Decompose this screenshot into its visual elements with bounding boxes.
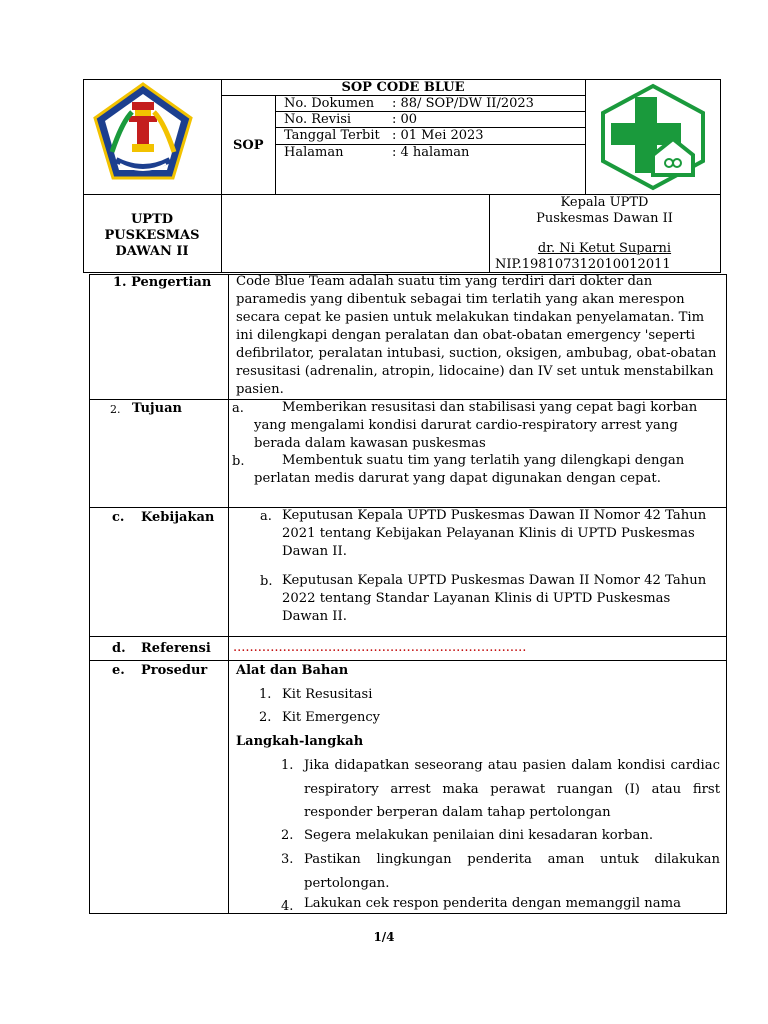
sop-title: SOP CODE BLUE: [341, 80, 465, 95]
page-count-label: Halaman: [284, 145, 344, 160]
doc-number-value: : 88/ SOP/DW II/2023: [392, 96, 534, 111]
langkah-item-4-marker: 4.: [281, 899, 294, 914]
kebijakan-label: Kebijakan: [141, 510, 215, 525]
langkah-item-2-marker: 2.: [281, 828, 294, 843]
head-title-1: Kepala UPTD: [560, 195, 649, 210]
head-name: dr. Ni Ketut Suparni: [537, 241, 672, 256]
doc-number-label: No. Dokumen: [284, 96, 375, 111]
prosedur-label: Prosedur: [141, 663, 208, 678]
tujuan-label: Tujuan: [132, 401, 182, 416]
tujuan-number: 2.: [110, 403, 121, 416]
page-number: 1/4: [373, 930, 395, 944]
org-name-line-3: DAWAN II: [115, 244, 189, 259]
org-name-line-1: UPTD: [130, 212, 174, 227]
langkah-item-3-marker: 3.: [281, 852, 294, 867]
prosedur-number: e.: [112, 663, 125, 678]
pengertian-label: 1. Pengertian: [113, 275, 212, 290]
revision-label: No. Revisi: [284, 112, 352, 127]
alat-heading: Alat dan Bahan: [236, 663, 349, 678]
issue-date-value: : 01 Mei 2023: [392, 128, 484, 143]
head-nip: NIP.198107312010012011: [495, 257, 671, 272]
langkah-item-1: Jika didapatkan seseorang atau pasien dalam kondisi cardiac respiratory arrest maka perawat ruangan (I) atau first responder berperan dalam tahap pertolongan: [304, 758, 720, 820]
sop-label: SOP: [233, 138, 264, 153]
langkah-item-4: Lakukan cek respon penderita dengan memanggil nama: [304, 896, 681, 911]
kebijakan-number: c.: [112, 510, 125, 525]
org-name-line-2: PUSKESMAS: [104, 228, 200, 243]
head-title-2: Puskesmas Dawan II: [536, 211, 673, 226]
referensi-number: d.: [112, 641, 126, 656]
referensi-placeholder: .......................................................................: [233, 640, 527, 655]
alat-item-2-marker: 2.: [259, 710, 272, 725]
langkah-heading: Langkah-langkah: [236, 734, 364, 749]
pengertian-text: Code Blue Team adalah suatu tim yang terdiri dari dokter dan paramedis yang dibentuk sebagai tim terlatih yang akan merespon secara cepat ke pasien untuk melakukan tindakan penyelamatan. Tim ini dilengkapi dengan peralatan dan obat-obatan emergency 'seperti defibrilator, peralatan intubasi, suction, oksigen, ambubag, obat-obatan resusitasi (adrenalin, atropin, lidocaine) dan IV set untuk menstabilkan pasien.: [236, 274, 717, 397]
tujuan-item-b-marker: b.: [232, 454, 245, 469]
tujuan-item-b: Membentuk suatu tim yang terlatih yang dilengkapi dengan perlatan medis darurat yang dapat digunakan dengan cepat.: [254, 453, 685, 486]
kebijakan-item-b-marker: b.: [260, 574, 273, 589]
alat-item-1: Kit Resusitasi: [282, 687, 373, 702]
referensi-label: Referensi: [141, 641, 211, 656]
langkah-item-3: Pastikan lingkungan penderita aman untuk dilakukan pertolongan.: [304, 852, 720, 891]
alat-item-2: Kit Emergency: [282, 710, 380, 725]
kebijakan-item-a: Keputusan Kepala UPTD Puskesmas Dawan II Nomor 42 Tahun 2021 tentang Kebijakan Pelayanan Klinis di UPTD Puskesmas Dawan II.: [282, 508, 707, 559]
issue-date-label: Tanggal Terbit: [284, 128, 380, 143]
page-count-value: : 4 halaman: [392, 145, 470, 160]
tujuan-item-a-marker: a.: [232, 401, 244, 416]
revision-value: : 00: [392, 112, 418, 127]
kebijakan-item-b: Keputusan Kepala UPTD Puskesmas Dawan II Nomor 42 Tahun 2022 tentang Standar Layanan Klinis di UPTD Puskesmas Dawan II.: [282, 573, 707, 624]
tujuan-item-a: Memberikan resusitasi dan stabilisasi yang cepat bagi korban yang mengalami kondisi darurat cardio-respiratory arrest yang berada dalam kawasan puskesmas: [254, 400, 698, 451]
langkah-item-1-marker: 1.: [281, 758, 294, 773]
puskesmas-cross-house-icon: [597, 83, 709, 191]
alat-item-1-marker: 1.: [259, 687, 272, 702]
langkah-item-2: Segera melakukan penilaian dini kesadaran korban.: [304, 828, 654, 843]
kebijakan-item-a-marker: a.: [260, 509, 272, 524]
provincial-emblem-icon: [92, 82, 194, 182]
